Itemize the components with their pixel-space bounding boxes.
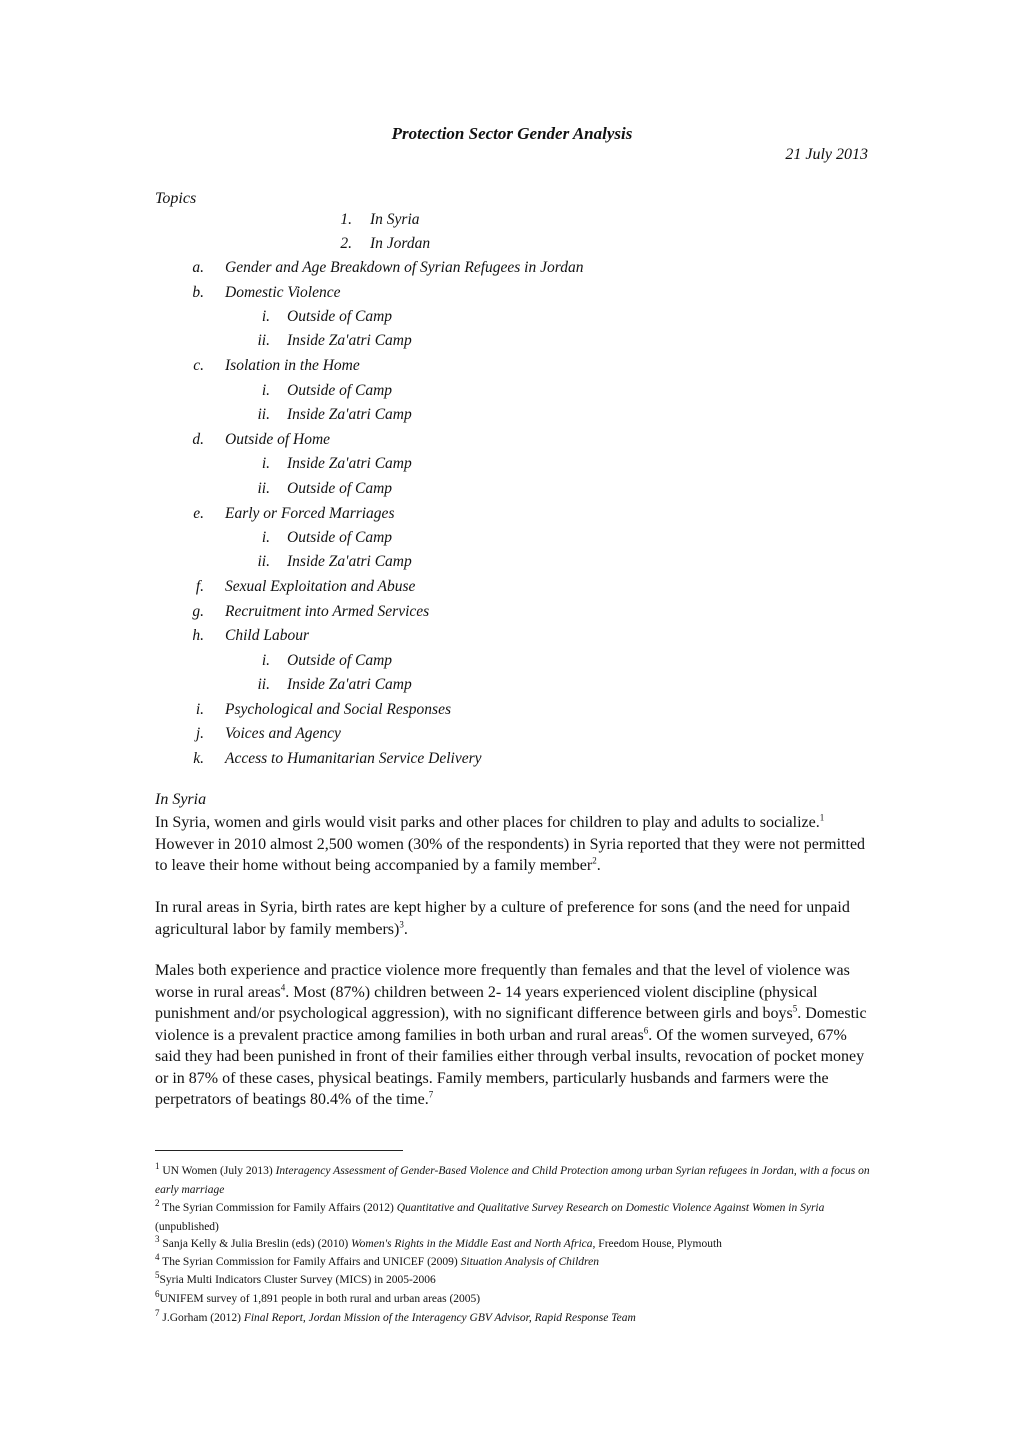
footnote-ref[interactable]: 6 (643, 1025, 649, 1036)
toc-item (250, 553, 412, 571)
toc-marker: e. (193, 505, 204, 522)
toc-item (250, 652, 392, 670)
footnote-title: Quantitative and Qualitative Survey Research on Domestic Violence Against Women in Syria (396, 1202, 825, 1214)
toc-item (190, 578, 415, 596)
paragraph (155, 960, 870, 1111)
paragraph-text: . Most (87%) children between 2- 14 years experienced violent discipline (physical punishment and/or psychological aggression), with no significant difference between girls and boys (155, 983, 818, 1022)
toc-label: Inside Za'atri Camp (287, 332, 412, 349)
toc-marker: 1. (340, 211, 352, 228)
toc-item (190, 357, 360, 375)
toc-marker: c. (193, 357, 204, 374)
footnote-ref[interactable]: 2 (592, 855, 597, 866)
toc-item (190, 284, 341, 302)
toc-item (250, 529, 392, 547)
toc-marker: ii. (257, 332, 270, 349)
toc-marker: ii. (257, 480, 270, 497)
toc-label: Child Labour (225, 627, 309, 644)
toc-item (190, 259, 583, 277)
toc-marker: g. (192, 603, 204, 620)
footnote-ref[interactable]: 5 (792, 1003, 798, 1014)
toc-item (250, 382, 392, 400)
toc-marker: k. (193, 750, 204, 767)
toc-label: Inside Za'atri Camp (287, 455, 412, 472)
footnote-number: 5 (155, 1270, 160, 1281)
footnote (155, 1199, 870, 1237)
document-date: 21 July 2013 (785, 146, 868, 163)
footnote (155, 1162, 870, 1200)
toc-marker: f. (195, 578, 204, 595)
toc-marker: 2. (340, 235, 352, 252)
paragraph (155, 812, 870, 877)
footnote-ref[interactable]: 4 (280, 982, 286, 993)
section-heading: In Syria (155, 791, 207, 808)
paragraph-text: Males both experience and practice violence more frequently than females and that the level of violence was worse in rural areas (155, 962, 850, 1001)
footnote-number: 6 (155, 1289, 160, 1300)
toc-label: Outside of Home (225, 431, 331, 448)
toc-label: Early or Forced Marriages (225, 505, 395, 522)
toc-item (190, 750, 482, 768)
toc-item (190, 701, 451, 719)
toc-marker: ii. (257, 406, 270, 423)
toc-label: In Jordan (370, 235, 431, 252)
paragraph-text: In Syria, women and girls would visit parks and other places for children to play and adults to socialize. (155, 814, 820, 831)
toc-label: Outside of Camp (287, 480, 393, 497)
toc-item (190, 431, 330, 449)
footnote-separator (155, 1150, 403, 1151)
footnote-ref[interactable]: 3 (399, 919, 404, 930)
footnote-title: Situation Analysis of Children (460, 1256, 599, 1268)
toc-marker: j. (195, 725, 204, 742)
footnote-number: 3 (155, 1234, 160, 1245)
toc-label: Domestic Violence (225, 284, 341, 301)
toc-label: Outside of Camp (287, 652, 393, 669)
footnote-ref[interactable]: 7 (428, 1089, 434, 1100)
toc-marker: b. (192, 284, 204, 301)
footnote-number: 2 (155, 1198, 160, 1209)
toc-marker: i. (261, 455, 270, 472)
document-title: Protection Sector Gender Analysis (391, 124, 633, 143)
toc-item (190, 603, 429, 621)
paragraph-text: However in 2010 almost 2,500 women (30% of the respondents) in Syria reported that they were not permitted to leave their home without being accompanied by a family member (155, 835, 866, 874)
toc-label: Outside of Camp (287, 382, 393, 399)
footnote-number: 1 (155, 1161, 160, 1172)
footnote-title: Final Report, Jordan Mission of the Interagency GBV Advisor, Rapid Response Team (243, 1312, 636, 1324)
footnote-text: J.Gorham (2012) (162, 1312, 244, 1324)
toc-label: Inside Za'atri Camp (287, 676, 412, 693)
toc-label: In Syria (370, 211, 420, 228)
toc-marker: a. (192, 259, 204, 276)
toc-marker: d. (192, 431, 204, 448)
toc-label: Inside Za'atri Camp (287, 553, 412, 570)
toc-label: Outside of Camp (287, 308, 393, 325)
footnote (155, 1235, 870, 1254)
footnote-number: 4 (155, 1252, 160, 1263)
paragraph-text: . Domestic violence is a prevalent practice among families in both urban and rural areas (155, 1005, 867, 1044)
footnote-text: Freedom House, Plymouth (595, 1238, 722, 1250)
toc-label: Isolation in the Home (225, 357, 360, 374)
footnote-text: (unpublished) (155, 1221, 219, 1233)
footnote (155, 1271, 870, 1290)
footnote (155, 1253, 870, 1272)
footnote (155, 1309, 870, 1328)
footnote-text: The Syrian Commission for Family Affairs (2012) (162, 1202, 397, 1214)
footnote-title: Interagency Assessment of Gender-Based Violence and Child Protection among urban Syrian refugees in Jordan, with a focus on early marriage (155, 1165, 870, 1196)
footnote-text: Sanja Kelly & Julia Breslin (eds) (2010) (162, 1238, 352, 1250)
toc-marker: i. (261, 382, 270, 399)
toc-marker: ii. (257, 676, 270, 693)
footnote-text: Syria Multi Indicators Cluster Survey (MICS) in 2005-2006 (159, 1274, 436, 1286)
paragraph-text: . (403, 920, 408, 938)
footnote-text: UNIFEM survey of 1,891 people in both rural and urban areas (2005) (159, 1293, 481, 1305)
toc-item (250, 676, 412, 694)
toc-marker: ii. (257, 553, 270, 570)
toc-label: Outside of Camp (287, 529, 393, 546)
toc-marker: i. (261, 308, 270, 325)
topics-label: Topics (155, 190, 197, 207)
toc-item (330, 235, 430, 253)
toc-item (190, 627, 309, 645)
toc-label: Access to Humanitarian Service Delivery (225, 750, 482, 767)
toc-marker: i. (195, 701, 204, 718)
paragraph-text: . Of the women surveyed, 67% said they had been punished in front of their families either through verbal insults, revocation of pocket money or in 87% of these cases, physical beatings. Family members, particularly husbands and farmers were the perpetrators of beatings 80.4% of the time. (155, 1026, 865, 1108)
footnote-ref[interactable]: 1 (819, 812, 825, 823)
toc-item (250, 332, 412, 350)
toc-label: Sexual Exploitation and Abuse (225, 578, 416, 595)
toc-label: Gender and Age Breakdown of Syrian Refugees in Jordan (225, 259, 584, 276)
toc-marker: i. (261, 529, 270, 546)
toc-item (190, 725, 341, 743)
paragraph-text: In rural areas in Syria, birth rates are kept higher by a culture of preference for sons (and the need for unpaid agricultural labor by family members) (155, 899, 850, 938)
toc-label: Voices and Agency (225, 725, 341, 742)
toc-label: Recruitment into Armed Services (225, 603, 430, 620)
toc-marker: h. (192, 627, 204, 644)
footnote (155, 1290, 870, 1309)
paragraph (155, 897, 870, 940)
toc-item (250, 406, 412, 424)
paragraph-text: . (596, 857, 601, 874)
toc-item (250, 308, 392, 326)
toc-label: Psychological and Social Responses (225, 701, 451, 718)
footnote-text: The Syrian Commission for Family Affairs and UNICEF (2009) (162, 1256, 461, 1268)
footnote-text: UN Women (July 2013) (162, 1165, 276, 1177)
toc-item (250, 480, 392, 498)
toc-marker: i. (261, 652, 270, 669)
toc-item (250, 455, 412, 473)
footnote-number: 7 (155, 1308, 160, 1319)
toc-item (330, 211, 420, 229)
toc-item (190, 505, 394, 523)
footnote-title: Women's Rights in the Middle East and North Africa, (351, 1238, 596, 1250)
toc-label: Inside Za'atri Camp (287, 406, 412, 423)
